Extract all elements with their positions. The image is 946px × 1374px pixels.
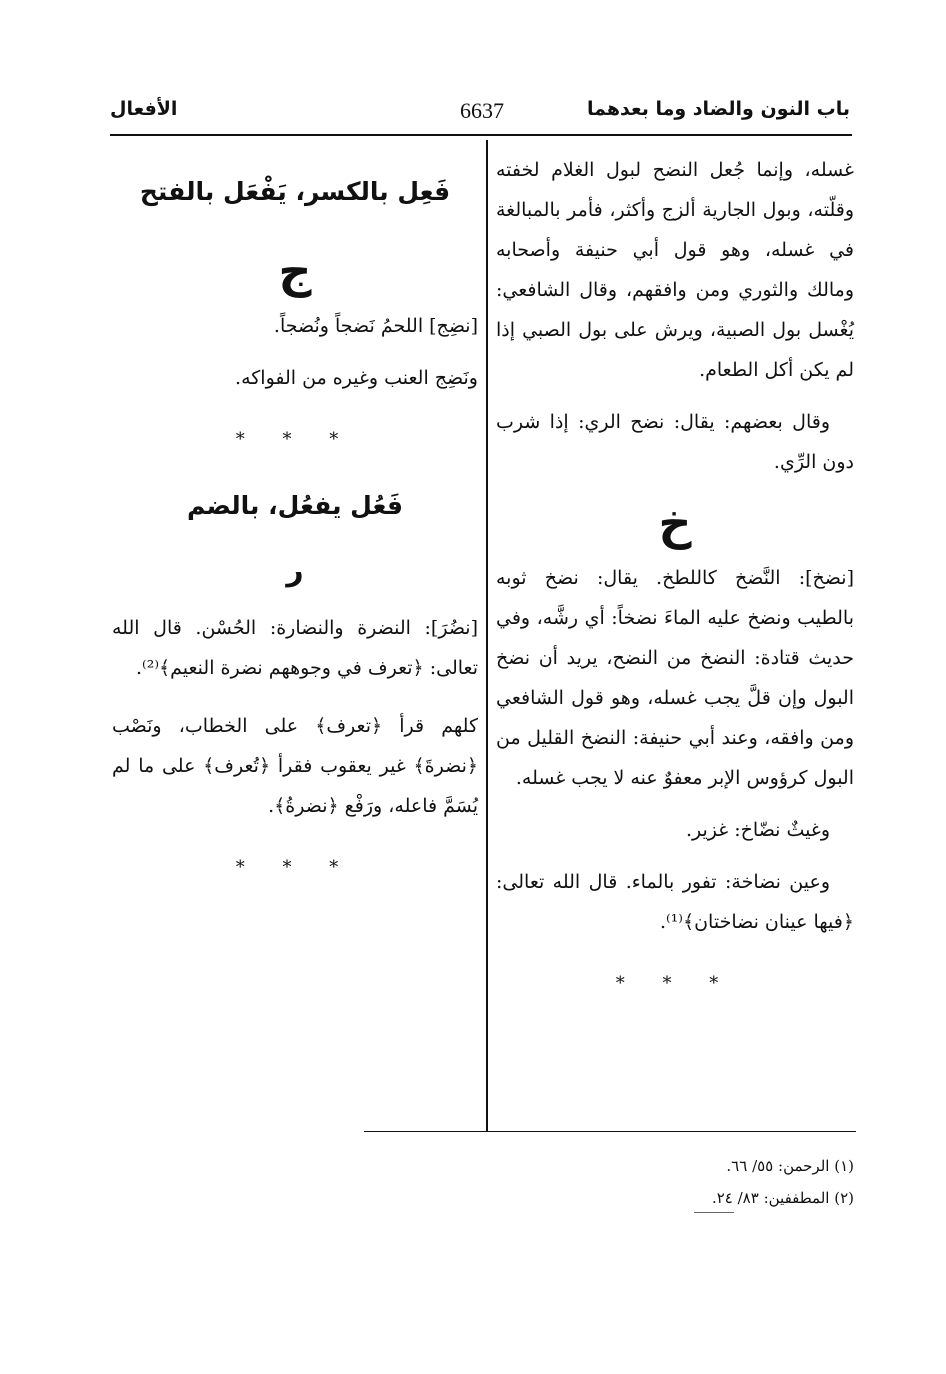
verb-form-title: فَعُل يفعُل، بالضم [187,491,403,520]
letter-heading: ج [278,244,312,298]
right-column [496,150,854,1026]
section-title: الأفعال [110,98,178,120]
page-number: 6637 [460,98,504,123]
paragraph: [نضُرَ]: النضرة والنضارة: الحُسْن. قال الله تعالى: ﴿تعرف في وجوههم نضرة النعيم﴾⁽²⁾. [112,617,478,679]
paragraph: وغيثٌ نضّاخ: غزير. [685,819,830,841]
footnote: (١) الرحمن: ٥٥/ ٦٦. [726,1157,854,1175]
paragraph: ونَضِج العنب وغيره من الفواكه. [235,367,478,389]
chapter-title: باب النون والضاد وما بعدهما [586,98,850,120]
column-divider [486,140,488,1132]
section-separator: * * * [235,857,355,878]
section-separator: * * * [235,429,355,450]
paragraph: [نضخ]: النَّضخ كاللطخ. يقال: نضخ ثوبه بالطيب ونضخ عليه الماءَ نضخاً: أي رشَّه، وفي حديث قتادة: النضخ من النضح، يريد أن نضخ البول وإن قلَّ يجب غسله، وهو قول الشافعي ومن وافقه، وعند أبي حنيفة: النضخ القليل من البول كرؤوس الإبر معفوٌ عنه لا يجب غسله. [496,567,854,789]
paragraph: كلهم قرأ ﴿تعرف﴾ على الخطاب، ونَصْب ﴿نضرةَ﴾ غير يعقوب فقرأ ﴿تُعرف﴾ على ما لم يُسَمَّ فاعله، ورَفْع ﴿نضرةُ﴾. [112,715,478,817]
footnote-divider [364,1131,856,1132]
section-separator: * * * [615,973,735,994]
paragraph: [نضِج] اللحمُ نَضجاً ونُضجاً. [273,315,478,337]
letter-heading: ر [286,553,304,588]
paragraph: غسله، وإنما جُعل النضح لبول الغلام لخفته وقلّته، وبول الجارية ألزج وأكثر، فأمر بالمبالغة في غسله، وهو قول أبي حنيفة وأصحابه ومالك والثوري ومن وافقهم، وقال الشافعي: يُغْسل بول الصبية، ويرش على بول الصبي إذا لم يكن أكل الطعام. [496,159,854,381]
paragraph: وقال بعضهم: يقال: نضح الري: إذا شرب دون الرِّي. [496,411,854,473]
page-header [110,96,850,136]
paragraph: وعين نضاخة: تفور بالماء. قال الله تعالى: ﴿فيها عينان نضاختان﴾⁽¹⁾. [496,871,854,933]
footnotes [374,1150,854,1214]
footnote: (٢) المطففين: ٨٣/ ٢٤. [711,1189,854,1207]
verb-form-title: فَعِل بالكسر، يَفْعَل بالفتح [139,177,451,206]
header-divider [110,134,852,136]
letter-heading: خ [658,496,692,550]
footnote-end-mark [694,1212,734,1213]
left-column [112,150,478,910]
